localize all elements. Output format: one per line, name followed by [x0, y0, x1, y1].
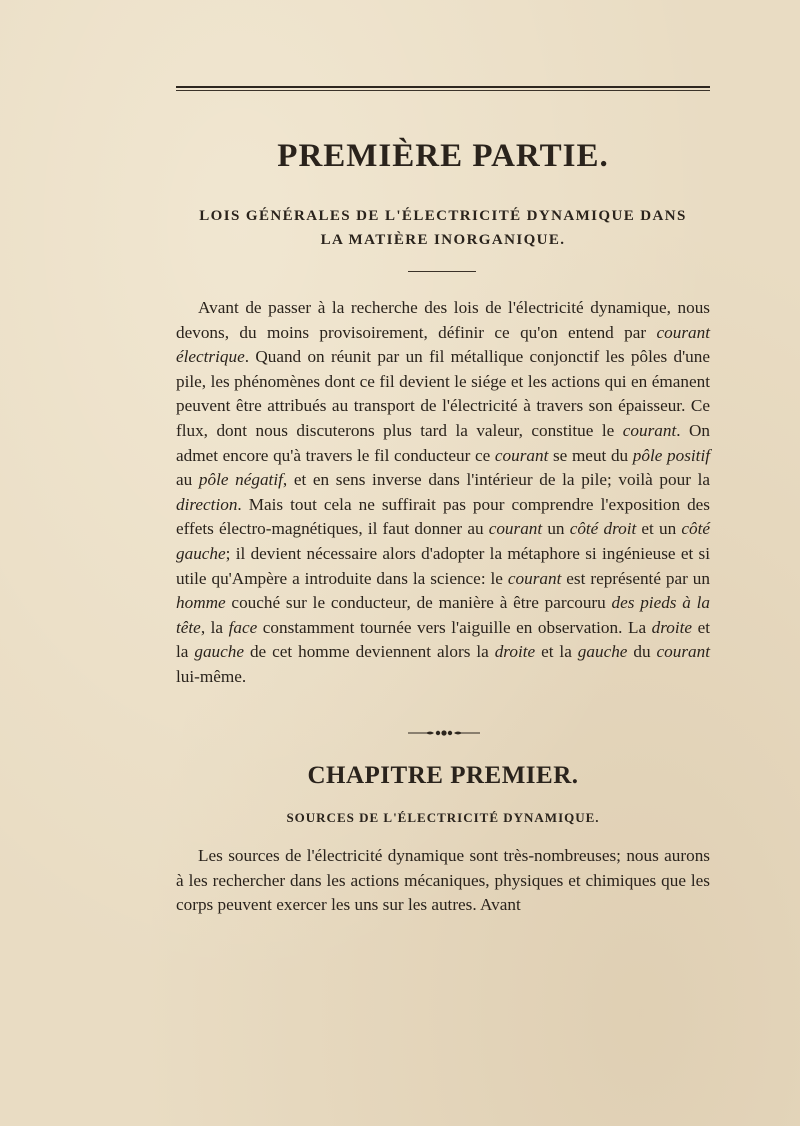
italic-term: courant: [656, 642, 710, 662]
italic-term: pôle négatif: [198, 470, 283, 490]
header-rule-thick: [176, 86, 710, 88]
text-run: au: [176, 470, 199, 490]
text-run: et la: [176, 617, 710, 662]
intro-paragraph: [176, 296, 710, 690]
part-subtitle-line1: LOIS GÉNÉRALES DE L'ÉLECTRICITÉ DYNAMIQUE DANS: [199, 208, 687, 224]
italic-term: homme: [176, 593, 226, 613]
text-run: couché sur le conducteur, de manière à être parcouru: [225, 593, 612, 613]
italic-term: pôle positif: [632, 445, 710, 465]
ornament-divider-icon: [408, 728, 480, 738]
text-run: un: [542, 519, 570, 539]
italic-term: courant électrique: [176, 322, 710, 367]
text-run: Les sources de l'électricité dynamique sont très-nombreuses; nous aurons à les rechercher dans les actions mécaniques, physiques et chimiques que les corps peuvent exercer les uns sur les autres. Avant: [176, 846, 710, 915]
italic-term: des pieds à la tête: [176, 593, 711, 637]
italic-term: droite: [651, 617, 693, 637]
header-rule-thin: [176, 90, 710, 91]
italic-term: côté gauche: [176, 519, 710, 563]
text-run: constamment tournée vers l'aiguille en observation. La: [257, 617, 652, 637]
text-run: lui-même.: [176, 666, 247, 686]
italic-term: courant: [488, 519, 543, 539]
text-run: Avant de passer à la recherche des lois de l'électricité dynamique, nous devons, du moins provisoirement, définir ce qu'on entend par: [176, 298, 710, 342]
part-subtitle: [176, 204, 710, 252]
text-run: est représenté par un: [561, 568, 710, 588]
text-run: . Mais tout cela ne suffirait pas pour comprendre l'exposition des effets électro-magnétiques, il faut donner au: [176, 494, 710, 539]
part-title: PREMIÈRE PARTIE.: [277, 138, 609, 174]
section-divider-rule: [408, 271, 476, 272]
italic-term: courant: [622, 420, 677, 440]
italic-term: droite: [494, 642, 536, 662]
text-run: de cet homme deviennent alors la: [244, 642, 495, 662]
italic-term: courant: [507, 568, 562, 588]
italic-term: direction: [176, 494, 238, 514]
italic-term: gauche: [194, 642, 244, 662]
chapter-title: CHAPITRE PREMIER.: [307, 762, 579, 789]
italic-term: courant: [494, 445, 549, 465]
chapter-opening-paragraph: [176, 844, 710, 918]
part-subtitle-line2: LA MATIÈRE INORGANIQUE.: [320, 232, 566, 248]
text-run: et un: [636, 519, 682, 539]
chapter-subtitle: SOURCES DE L'ÉLECTRICITÉ DYNAMIQUE.: [286, 810, 600, 825]
text-run: , et en sens inverse dans l'intérieur de la pile; voilà pour la: [282, 470, 711, 490]
text-run: se meut du: [548, 445, 633, 465]
text-run: , la: [200, 617, 229, 637]
text-run: . Quand on réunit par un fil métallique conjonctif les pôles d'une pile, les phénomènes dont ce fil devient le siége et les actions qui en émanent peuvent être attribués au transport de l'électricité à travers son épaisseur. Ce flux, dont nous discuterons plus tard la valeur, constitue le: [176, 347, 710, 440]
italic-term: gauche: [577, 642, 628, 662]
text-run: et la: [535, 642, 578, 662]
italic-term: côté droit: [569, 519, 637, 539]
text-run: . On admet encore qu'à travers le fil conducteur ce: [176, 420, 710, 465]
header-double-rule: [176, 86, 710, 92]
text-run: du: [627, 642, 657, 662]
italic-term: face: [228, 617, 258, 637]
text-run: ; il devient nécessaire alors d'adopter la métaphore si ingénieuse et si utile qu'Ampère a introduite dans la science: le: [176, 543, 710, 588]
